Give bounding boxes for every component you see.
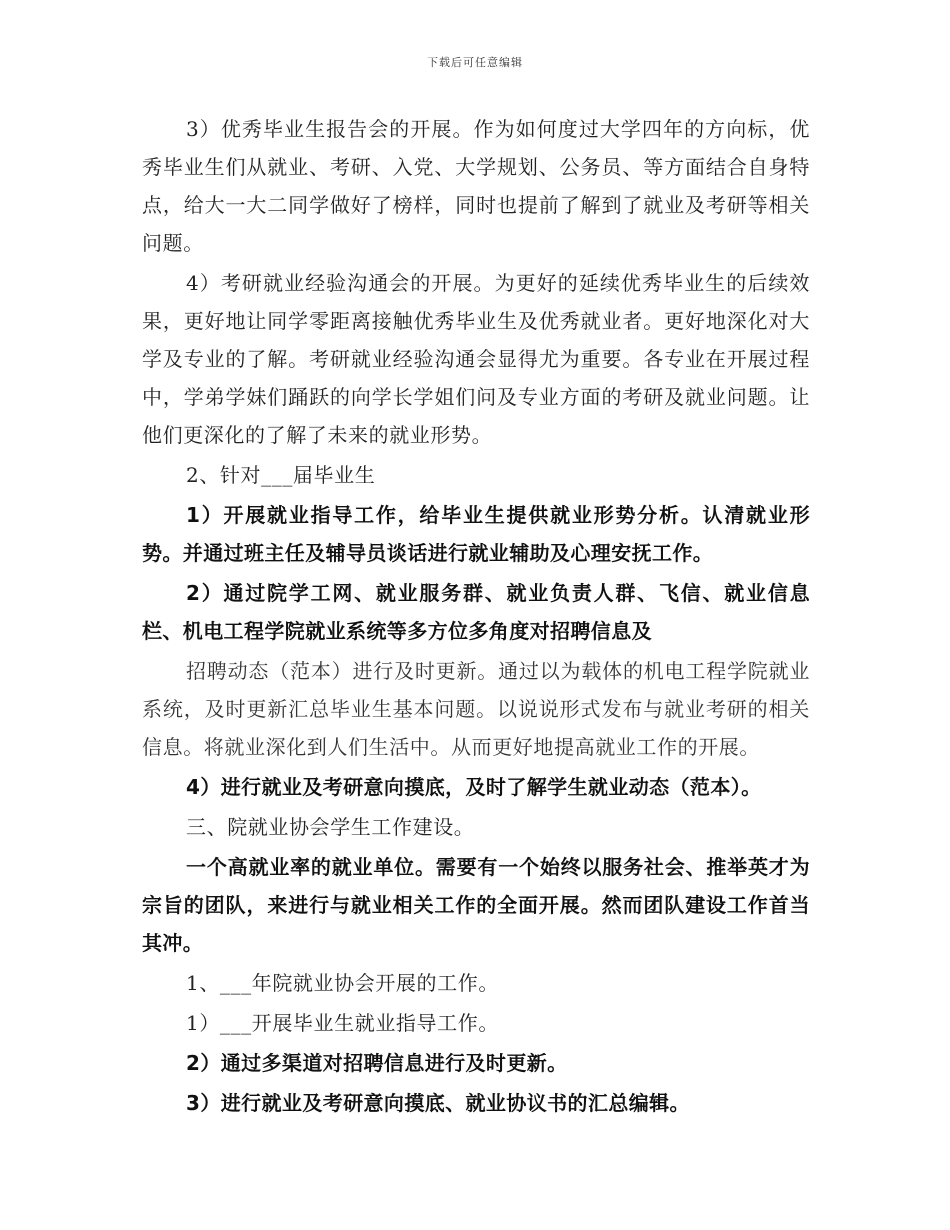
paragraph-team-building: 一个高就业率的就业单位。需要有一个始终以服务社会、推举英才为宗旨的团队，来进行与就业相关工作的全面开展。然而团队建设工作首当其冲。 (142, 855, 810, 955)
paragraph-recruitment-updates: 招聘动态（范本）进行及时更新。通过以为载体的机电工程学院就业系统，及时更新汇总毕业生基本问题。以说说形式发布与就业考研的相关信息。将就业深化到人们生活中。从而更好地提高就业工作的开展。 (142, 659, 810, 759)
paragraph-graduate-report: 3）优秀毕业生报告会的开展。作为如何度过大学四年的方向标，优秀毕业生们从就业、考研、入党、大学规划、公务员、等方面结合自身特点，给大一大二同学做好了榜样，同时也提前了解到了就业及考研等相关问题。 (142, 117, 810, 255)
document-body (142, 110, 810, 1122)
paragraph-info-channels: 2）通过院学工网、就业服务群、就业负责人群、飞信、就业信息栏、机电工程学院就业系统等多方位多角度对招聘信息及 (142, 581, 810, 643)
list-item-agreement-summary: 3）进行就业及考研意向摸底、就业协议书的汇总编辑。 (186, 1091, 690, 1115)
section-heading-association: 三、院就业协会学生工作建设。 (186, 815, 475, 839)
paragraph-intention-survey: 4）进行就业及考研意向摸底，及时了解学生就业动态（范本）。 (186, 775, 762, 799)
paragraph-employment-guidance: 1）开展就业指导工作，给毕业生提供就业形势分析。认清就业形势。并通过班主任及辅导员谈话进行就业辅助及心理安抚工作。 (142, 503, 810, 565)
section-heading-graduates: 2、针对___届毕业生 (186, 463, 376, 487)
list-item-info-update: 2）通过多渠道对招聘信息进行及时更新。 (186, 1051, 568, 1075)
page-header: 下载后可任意编辑 (427, 56, 523, 69)
paragraph-experience-exchange: 4）考研就业经验沟通会的开展。为更好的延续优秀毕业生的后续效果，更好地让同学零距离接触优秀毕业生及优秀就业者。更好地深化对大学及专业的了解。考研就业经验沟通会显得尤为重要。各专业在开展过程中，学弟学妹们踊跃的向学长学姐们问及专业方面的考研及就业问题。让他们更深化的了解了未来的就业形势。 (142, 271, 810, 447)
subheading-association-work: 1、___年院就业协会开展的工作。 (186, 971, 499, 995)
list-item-guidance: 1）___开展毕业生就业指导工作。 (186, 1011, 499, 1035)
